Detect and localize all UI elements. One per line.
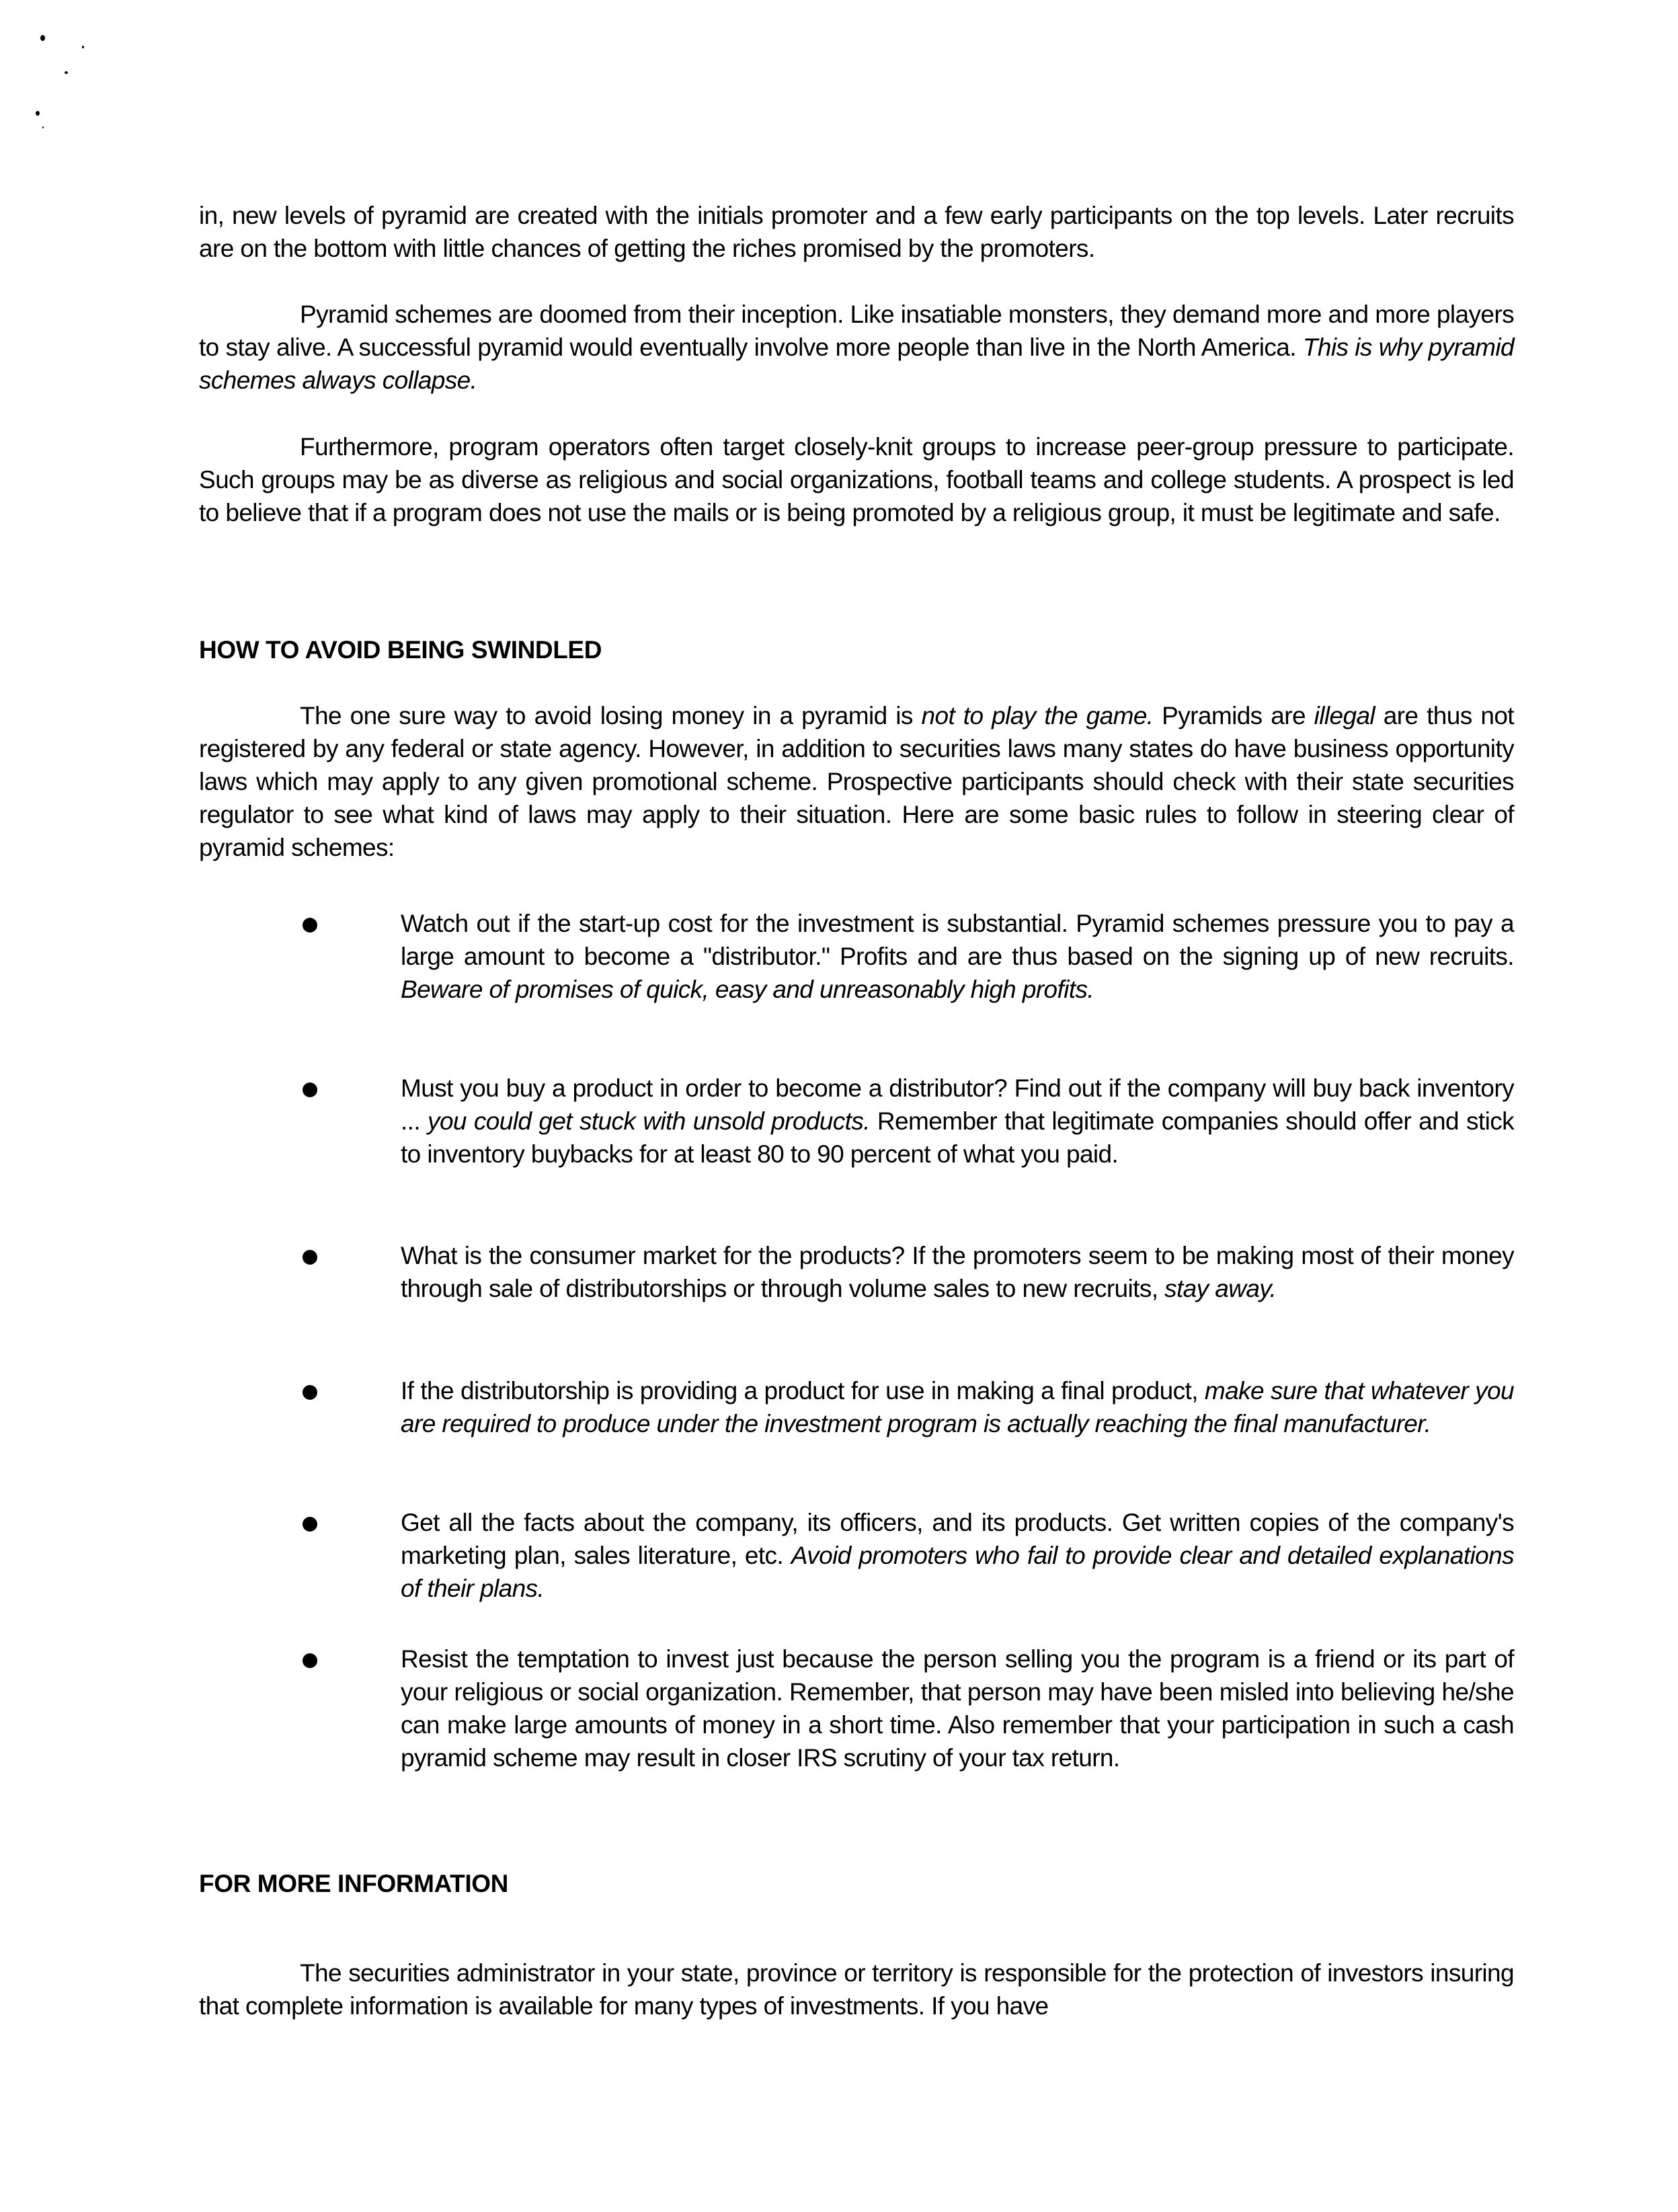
bullet-plain-text: Get all the facts about the company, its officers, and its products. Get written copies of the company's marketing plan, sales literature, etc. (401, 1509, 1514, 1569)
paragraph-text: The one sure way to avoid losing money in a pyramid is (300, 702, 922, 729)
paragraph-text: The securities administrator in your state, province or territory is responsible for the protection of investors insuring that complete information is available for many types of investments. If you have (199, 1959, 1514, 2020)
bullet-text (401, 907, 1514, 1006)
bullet-emphasis-text: you could get stuck with unsold products. (428, 1107, 870, 1135)
bullet-text (401, 1643, 1514, 1774)
paragraph-text: Pyramid schemes are doomed from their inception. Like insatiable monsters, they demand more and more players to stay alive. A successful pyramid would eventually involve more people than live in the North America. (199, 301, 1514, 361)
bullet-plain-text: Watch out if the start-up cost for the investment is substantial. Pyramid schemes pressure you to pay a large amount to become a "distributor." Profits and are thus based on the signing up of new recruits. (401, 910, 1514, 970)
bullet-plain-text: Resist the temptation to invest just because the person selling you the program is a friend or its part of your religious or social organization. Remember, that person may have been misled into believing he/she can make large amounts of money in a short time. Also remember that your participation in such a cash pyramid scheme may result in closer IRS scrutiny of your tax return. (401, 1645, 1514, 1772)
emphasis-text: illegal (1314, 702, 1375, 729)
bullet-emphasis-text: Beware of promises of quick, easy and unreasonably high profits. (401, 976, 1094, 1003)
section-heading-more-info: FOR MORE INFORMATION (199, 1870, 508, 1897)
paragraph-more-info (199, 1957, 1514, 2022)
section-heading-avoid: HOW TO AVOID BEING SWINDLED (199, 636, 602, 664)
paragraph-text: Furthermore, program operators often target closely-knit groups to increase peer-group pressure to participate. Such groups may be as diverse as religious and social organizations, football teams and college students. A prospect is led to believe that if a program does not use the mails or is being promoted by a religious group, it must be legitimate and safe. (199, 433, 1514, 526)
bullet-icon (303, 1082, 317, 1097)
bullet-plain-text: Must you buy a product in order to become a distributor? Find out if the company will buy back inventory ... (401, 1074, 1514, 1135)
scan-speck (36, 111, 40, 116)
scan-speck (82, 46, 84, 48)
paragraph-doomed (199, 298, 1514, 397)
paragraph-avoid-intro (199, 699, 1514, 864)
bullet-plain-text: What is the consumer market for the products? If the promoters seem to be making most of their money through sale of distributorships or through volume sales to new recruits, (401, 1242, 1514, 1302)
emphasis-text: not to play the game. (921, 702, 1154, 729)
scan-speck (65, 71, 68, 74)
scan-speck (42, 126, 44, 128)
bullet-text (401, 1239, 1514, 1305)
bullet-plain-text: If the distributorship is providing a product for use in making a final product, (401, 1377, 1205, 1405)
bullet-text (401, 1072, 1514, 1171)
bullet-icon (303, 1517, 317, 1532)
paragraph-pyramid-levels (199, 199, 1514, 265)
scan-speck (40, 35, 45, 41)
bullet-icon (303, 1653, 317, 1668)
paragraph-text: are thus not registered by any federal or state agency. However, in addition to securities laws many states do have business opportunity laws which may apply to any given promotional scheme. Prospective participants should check with their state securities regulator to see what kind of laws may apply to their situation. Here are some basic rules to follow in steering clear of pyramid schemes: (199, 702, 1514, 861)
bullet-tail-text: Remember that legitimate companies should offer and stick to inventory buybacks for at least 80 to 90 percent of what you paid. (401, 1107, 1515, 1168)
bullet-emphasis-text: stay away. (1164, 1275, 1277, 1302)
bullet-text (401, 1506, 1514, 1605)
bullet-icon (303, 1250, 317, 1265)
bullet-icon (303, 1385, 317, 1400)
bullet-text (401, 1374, 1514, 1440)
emphasis-text: This is why pyramid schemes always collapse. (199, 333, 1515, 394)
paragraph-text: Pyramids are (1153, 702, 1314, 729)
bullet-emphasis-text: make sure that whatever you are required to produce under the investment program is actually reaching the final manufacturer. (401, 1377, 1515, 1437)
paragraph-text: in, new levels of pyramid are created with the initials promoter and a few early participants on the top levels. Later recruits are on the bottom with little chances of getting the riches promised by the promoters. (199, 202, 1514, 262)
bullet-icon (303, 918, 317, 933)
bullet-emphasis-text: Avoid promoters who fail to provide clear and detailed explanations of their plans. (401, 1542, 1514, 1602)
paragraph-target-groups (199, 430, 1514, 529)
